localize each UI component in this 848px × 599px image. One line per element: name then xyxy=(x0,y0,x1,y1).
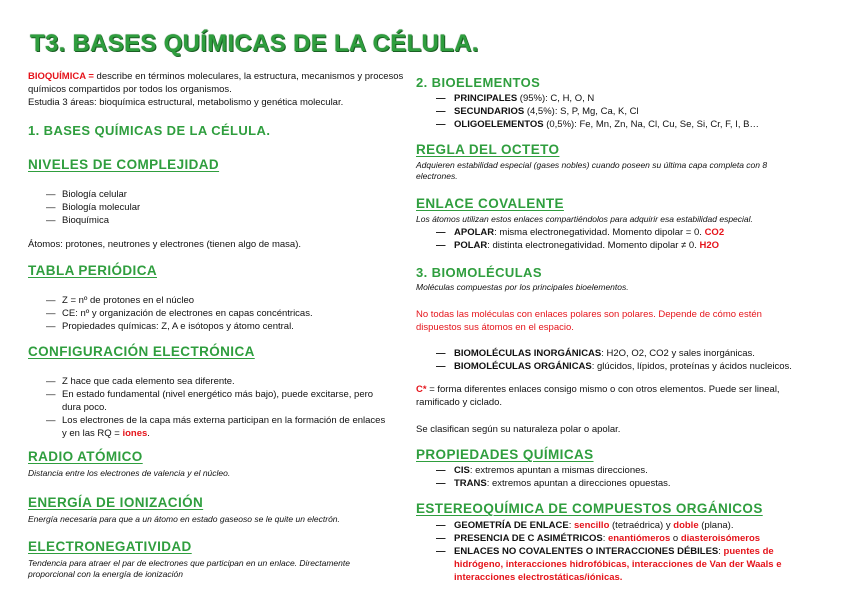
enlaces-colon: : xyxy=(718,546,724,557)
list-item xyxy=(416,545,828,584)
biomoleculas-desc: Moléculas compuestas por los principales bioelementos. xyxy=(416,282,629,292)
polar-text: : distinta electronegatividad. Momento dipolar ≠ 0. xyxy=(487,240,700,251)
list-item: — Biología molecular xyxy=(28,201,404,214)
biomoleculas-list xyxy=(416,347,828,373)
list-item: — Bioquímica xyxy=(28,214,404,227)
electroneg-desc: Tendencia para atraer el par de electrones que participan en un enlace. Directamente proporcional con la energía de ionización xyxy=(28,558,350,579)
config-item3-text: Los electrones de la capa más externa participan en la formación de enlaces y en las RQ = xyxy=(62,415,386,439)
enlaces-label: ENLACES NO COVALENTES O INTERACCIONES DÉBILES xyxy=(454,546,719,557)
bioelementos-list xyxy=(416,92,828,131)
bioquimica-definition: describe en términos moleculares, la estructura, mecanismos y procesos químicos compartidos por todos los organismos. xyxy=(28,71,404,95)
energia-desc: Energía necesaria para que a un átomo en estado gaseoso se le quite un electrón. xyxy=(28,514,340,524)
list-item: — Biología celular xyxy=(28,188,404,201)
list-item: — CE: nº y organización de electrones en capas concéntricas. xyxy=(28,307,404,320)
carbono-label: C* xyxy=(416,384,427,395)
cis-label: CIS xyxy=(454,465,470,476)
presencia-mid: o xyxy=(670,533,681,544)
energia-title: ENERGÍA DE IONIZACIÓN xyxy=(28,495,204,510)
config-title: CONFIGURACIÓN ELECTRÓNICA xyxy=(28,344,255,359)
propiedades-title: PROPIEDADES QUÍMICAS xyxy=(416,447,594,462)
bioquimica-areas: Estudia 3 áreas: bioquímica estructural, metabolismo y genética molecular. xyxy=(28,97,344,108)
list-item xyxy=(416,477,828,490)
list-item xyxy=(28,414,404,440)
config-item3-end: . xyxy=(147,428,150,439)
secundarios-label: SECUNDARIOS xyxy=(454,106,525,117)
organicas-text: : glúcidos, lípidos, proteínas y ácidos nucleicos. xyxy=(591,361,792,372)
geometria-label: GEOMETRÍA DE ENLACE xyxy=(454,520,569,531)
list-item xyxy=(416,464,828,477)
list-item xyxy=(416,239,828,252)
estereo-title: ESTEREOQUÍMICA DE COMPUESTOS ORGÁNICOS xyxy=(416,501,763,516)
list-item xyxy=(416,347,828,360)
octeto-title: REGLA DEL OCTETO xyxy=(416,142,560,157)
estereo-list xyxy=(416,519,828,584)
list-item xyxy=(416,226,828,239)
inorganicas-text: : H2O, O2, CO2 y sales inorgánicas. xyxy=(601,348,755,359)
co2-highlight: CO2 xyxy=(704,227,725,238)
propiedades-list xyxy=(416,464,828,490)
trans-label: TRANS xyxy=(454,478,487,489)
principales-label: PRINCIPALES xyxy=(454,93,518,104)
enantiomeros-highlight: enantiómeros xyxy=(607,533,671,544)
page-title: T3. BASES QUÍMICAS DE LA CÉLULA. xyxy=(30,30,479,57)
oligoelementos-text: (0,5%): Fe, Mn, Zn, Na, Cl, Cu, Se, Si, Cr, F, I, B… xyxy=(543,119,759,130)
oligoelementos-label: OLIGOELEMENTOS xyxy=(454,119,544,130)
radio-desc: Distancia entre los electrones de valencia y el núcleo. xyxy=(28,468,231,478)
covalente-list xyxy=(416,226,828,252)
covalente-title: ENLACE COVALENTE xyxy=(416,196,564,211)
list-item: — En estado fundamental (nivel energético más bajo), puede excitarse, pero dura poco. xyxy=(28,388,404,414)
geometria-end: (plana). xyxy=(698,520,734,531)
intro-block xyxy=(28,70,404,109)
niveles-title: NIVELES DE COMPLEJIDAD xyxy=(28,157,220,172)
list-item: — Z = nº de protones en el núcleo xyxy=(28,294,404,307)
electroneg-title: ELECTRONEGATIVIDAD xyxy=(28,539,192,554)
radio-title: RADIO ATÓMICO xyxy=(28,449,143,464)
covalente-desc: Los átomos utilizan estos enlaces compartiéndolos para adquirir esa estabilidad especial. xyxy=(416,214,753,224)
secundarios-text: (4,5%): S, P, Mg, Ca, K, Cl xyxy=(524,106,639,117)
config-list xyxy=(28,375,404,440)
tabla-list xyxy=(28,294,404,333)
doble-highlight: doble xyxy=(673,520,699,531)
geometria-colon: : xyxy=(568,520,574,531)
bioquimica-term: BIOQUÍMICA = xyxy=(28,71,94,82)
h2o-highlight: H2O xyxy=(699,240,720,251)
clasificacion-note: Se clasifican según su naturaleza polar o apolar. xyxy=(416,424,621,435)
list-item xyxy=(416,532,828,545)
carbono-note xyxy=(416,383,811,409)
polar-label: POLAR xyxy=(454,240,488,251)
section-1-title: 1. BASES QUÍMICAS DE LA CÉLULA. xyxy=(28,123,271,138)
apolar-label: APOLAR xyxy=(454,227,495,238)
list-item: — Propiedades químicas: Z, A e isótopos y átomo central. xyxy=(28,320,404,333)
atomos-note: Átomos: protones, neutrones y electrones (tienen algo de masa). xyxy=(28,239,302,250)
biomoleculas-title: 3. BIOMOLÉCULAS xyxy=(416,265,542,280)
iones-highlight: iones xyxy=(122,428,148,439)
presencia-colon: : xyxy=(602,533,608,544)
tabla-title: TABLA PERIÓDICA xyxy=(28,263,157,278)
principales-text: (95%): C, H, O, N xyxy=(517,93,595,104)
list-item xyxy=(416,105,828,118)
presencia-label: PRESENCIA DE C ASIMÉTRICOS xyxy=(454,533,603,544)
list-item xyxy=(416,519,828,532)
organicas-label: BIOMOLÉCULAS ORGÁNICAS xyxy=(454,361,592,372)
list-item xyxy=(416,92,828,105)
geometria-mid: (tetraédrica) y xyxy=(609,520,674,531)
carbono-text: = forma diferentes enlaces consigo mismo o con otros elementos. Puede ser lineal, ramificado y ciclado. xyxy=(416,384,780,408)
interacciones-highlight: puentes de hidrógeno, interacciones hidrofóbicas, interacciones de Van der Waals e interacciones electrostáticas/iónicas. xyxy=(454,546,782,583)
octeto-desc: Adquieren estabilidad especial (gases nobles) cuando poseen su última capa completa con 8 electrones. xyxy=(416,160,768,181)
apolar-text: : misma electronegatividad. Momento dipolar = 0. xyxy=(494,227,705,238)
sencillo-highlight: sencillo xyxy=(574,520,610,531)
polaridad-note: No todas las moléculas con enlaces polares son polares. Depende de cómo estén dispuestos sus átomos en el espacio. xyxy=(416,309,762,333)
bioelementos-title: 2. BIOELEMENTOS xyxy=(416,75,541,90)
list-item: — Z hace que cada elemento sea diferente. xyxy=(28,375,404,388)
niveles-list xyxy=(28,188,404,227)
trans-text: : extremos apuntan a direcciones opuestas. xyxy=(486,478,671,489)
cis-text: : extremos apuntan a mismas direcciones. xyxy=(469,465,648,476)
list-item xyxy=(416,360,828,373)
inorganicas-label: BIOMOLÉCULAS INORGÁNICAS xyxy=(454,348,602,359)
list-item xyxy=(416,118,828,131)
diasteroisomeros-highlight: diasteroisómeros xyxy=(680,533,761,544)
